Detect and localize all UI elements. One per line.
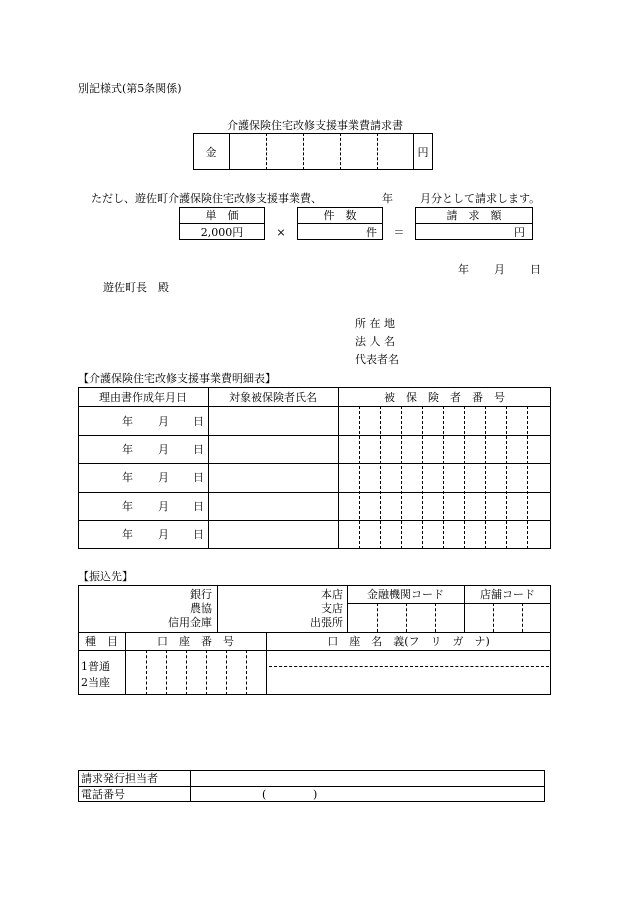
form-title: 介護保険住宅改修支援事業費請求書 [227,119,403,132]
date-day: 日 [530,263,541,276]
account-number-label: 口 座 番 号 [157,635,234,648]
row3-day: 日 [193,471,204,484]
row2-month: 月 [158,443,169,456]
date-year: 年 [458,263,469,276]
times-sign: × [276,226,286,239]
row2-day: 日 [193,443,204,456]
account-name-label: 口 座 名 義(フ リ ガ ナ) [327,635,490,648]
row3-month: 月 [158,471,169,484]
office-label: 出張所 [310,616,343,629]
detail-header-date: 理由書作成年月日 [99,391,187,404]
claimant-rep-label: 代表者名 [355,353,399,366]
detail-header-number: 被 保 険 者 番 号 [384,391,505,404]
amount-suffix: 円 [417,146,429,159]
row4-month: 月 [158,500,169,513]
total-value: 円 [514,226,525,239]
phone-open-paren: ( [262,788,267,801]
row2-year: 年 [122,443,133,456]
addressee: 遊佐町長 殿 [103,281,169,294]
inst-code-label: 金融機関コード [367,588,444,601]
account-type-label: 種 目 [85,635,118,648]
main-branch-label: 本店 [321,588,343,601]
equals-sign: ＝ [393,226,405,239]
row4-day: 日 [193,500,204,513]
detail-header-name: 対象被保険者氏名 [229,391,317,404]
statement-year: 年 [382,192,393,205]
row1-month: 月 [158,415,169,428]
count-value: 件 [366,226,377,239]
bank-label: 銀行 [190,588,212,601]
unit-price-label: 単 価 [205,209,239,222]
branch-code-label: 店舗コード [480,588,535,601]
issuer-label: 請求発行担当者 [81,772,158,785]
count-label: 件 数 [323,209,357,222]
statement-month: 月分として請求します。 [420,192,541,205]
unit-price-value: 2,000円 [200,226,244,239]
row1-year: 年 [122,415,133,428]
total-label: 請 求 額 [446,209,502,222]
claimant-address-label: 所 在 地 [355,317,395,330]
agri-label: 農協 [190,602,212,615]
detail-table [78,387,551,549]
account-type-current: 2当座 [81,676,110,689]
phone-label: 電話番号 [81,788,125,801]
row5-year: 年 [122,528,133,541]
claimant-corp-label: 法 人 名 [355,335,395,348]
row4-year: 年 [122,500,133,513]
row3-year: 年 [122,471,133,484]
row5-day: 日 [193,528,204,541]
statement-text: ただし、遊佐町介護保険住宅改修支援事業費、 [91,192,322,205]
credit-label: 信用金庫 [168,616,212,629]
transfer-heading: 【振込先】 [78,570,133,583]
row5-month: 月 [158,528,169,541]
branch-label: 支店 [321,602,343,615]
detail-heading: 【介護保険住宅改修支援事業費明細表】 [78,372,276,385]
form-reference: 別記様式(第5条関係) [78,82,182,95]
date-month: 月 [494,263,505,276]
amount-prefix: 金 [205,146,217,159]
account-type-ordinary: 1普通 [81,660,110,673]
row1-day: 日 [193,415,204,428]
phone-close-paren: ) [313,788,318,801]
